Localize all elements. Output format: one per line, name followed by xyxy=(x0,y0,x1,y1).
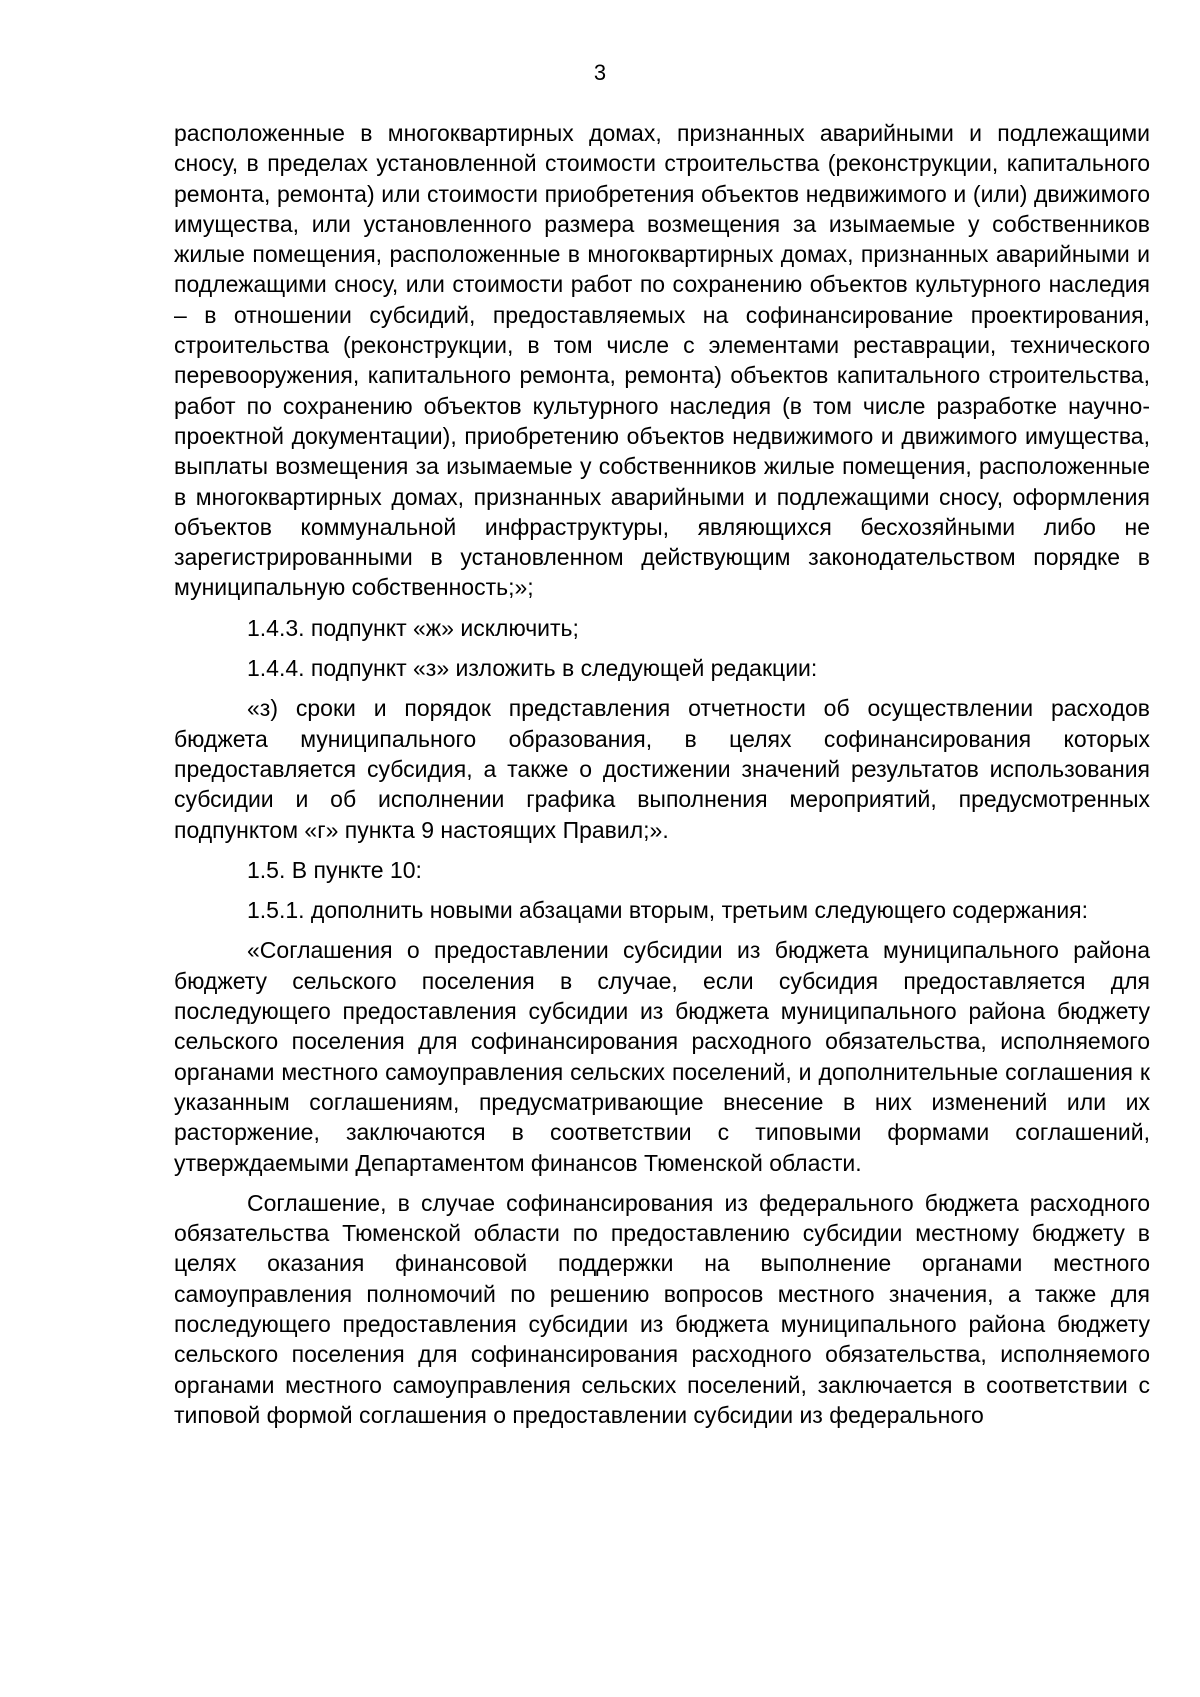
paragraph-agreements-quote: «Соглашения о предоставлении субсидии из бюджета муниципального района бюджету сельского поселения в случае, если субсидия предоставляется для последующего предоставления субсидии из бюджета муниципального района бюджету сельского поселения для софинансирования расходного обязательства, исполняемого органами местного самоуправления сельских поселений, и дополнительные соглашения к указанным соглашениям, предусматривающие внесение в них изменений или их расторжение, заключаются в соответствии с типовыми формами соглашений, утверждаемыми Департаментом финансов Тюменской области. xyxy=(174,937,1150,1176)
paragraph-1-5: 1.5. В пункте 10: xyxy=(247,856,422,883)
paragraph-1-4-3: 1.4.3. подпункт «ж» исключить; xyxy=(247,614,579,641)
paragraph-continuation: расположенные в многоквартирных домах, признанных аварийными и подлежащими сносу, в пределах установленной стоимости строительства (реконструкции, капитального ремонта, ремонта) или стоимости приобретения объектов недвижимого и (или) движимого имущества, или установленного размера возмещения за изымаемые у собственников жилые помещения, расположенные в многоквартирных домах, признанных аварийными и подлежащими сносу, или стоимости работ по сохранению объектов культурного наследия – в отношении субсидий, предоставляемых на софинансирование проектирования, строительства (реконструкции, в том числе с элементами реставрации, технического перевооружения, капитального ремонта, ремонта) объектов капитального строительства, работ по сохранению объектов культурного наследия (в том числе разработке научно-проектной документации), приобретению объектов недвижимого и движимого имущества, выплаты возмещения за изымаемые у собственников жилые помещения, расположенные в многоквартирных домах, признанных аварийными и подлежащими сносу, оформления объектов коммунальной инфраструктуры, являющихся бесхозяйными либо не зарегистрированными в установленном действующим законодательством порядке в муниципальную собственность;»; xyxy=(174,120,1150,601)
paragraph-subitem-z: «з) сроки и порядок представления отчетности об осуществлении расходов бюджета муниципального образования, в целях софинансирования которых предоставляется субсидия, а также о достижении значений результатов использования субсидии и об исполнении графика выполнения мероприятий, предусмотренных подпунктом «г» пункта 9 настоящих Правил;». xyxy=(174,695,1150,843)
page-number: 3 xyxy=(593,60,607,85)
paragraph-1-4-4: 1.4.4. подпункт «з» изложить в следующей редакции: xyxy=(247,655,818,682)
document-body xyxy=(174,118,1150,1430)
paragraph-1-5-1: 1.5.1. дополнить новыми абзацами вторым, третьим следующего содержания: xyxy=(247,897,1089,924)
paragraph-agreement-federal: Соглашение, в случае софинансирования из федерального бюджета расходного обязательства Тюменской области по предоставлению субсидии местному бюджету в целях оказания финансовой поддержки на выполнение органами местного самоуправления полномочий по решению вопросов местного значения, а также для последующего предоставления субсидии из бюджета муниципального района бюджету сельского поселения для софинансирования расходного обязательства, исполняемого органами местного самоуправления сельских поселений, заключается в соответствии с типовой формой соглашения о предоставлении субсидии из федерального xyxy=(174,1189,1150,1428)
